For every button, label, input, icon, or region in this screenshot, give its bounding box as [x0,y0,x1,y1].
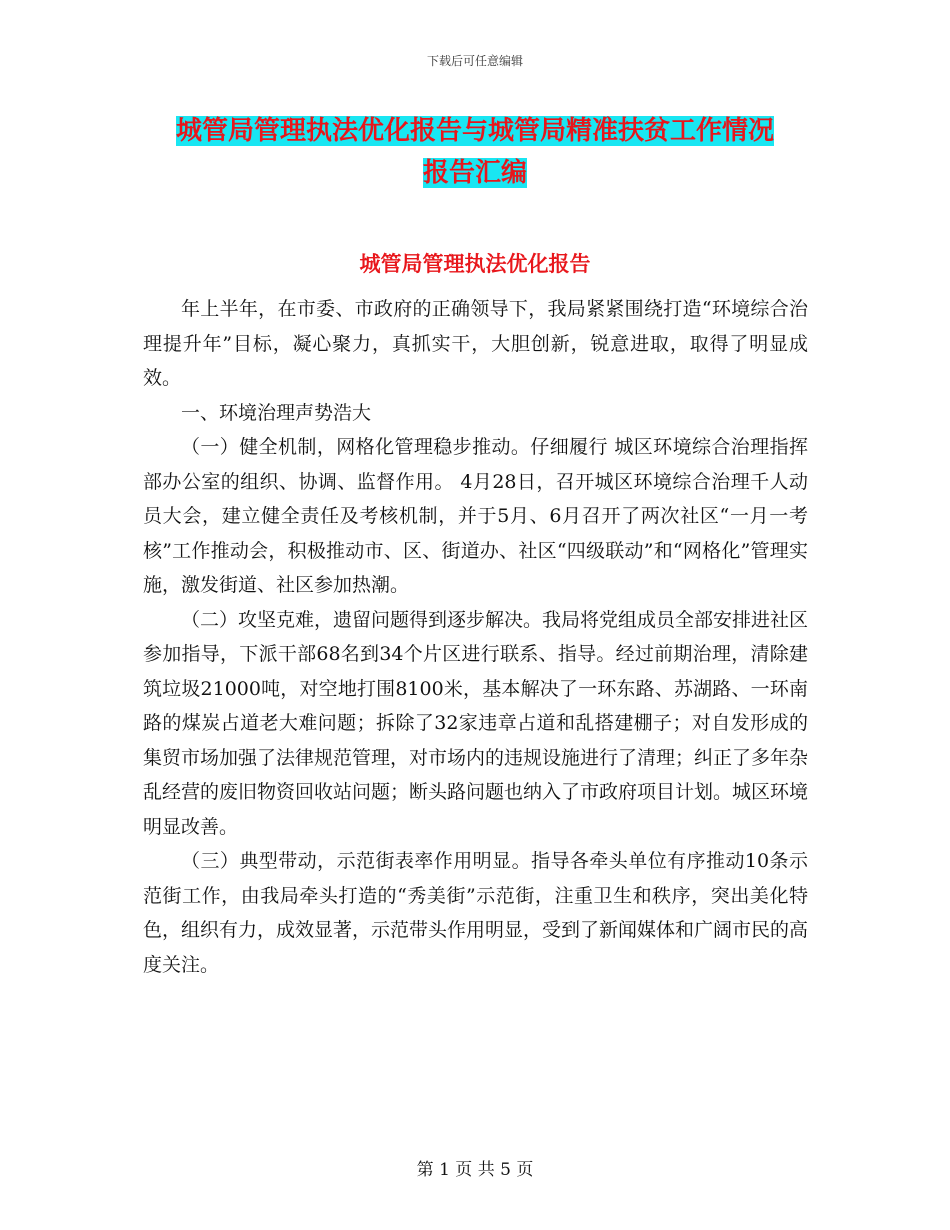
page-header-note: 下载后可任意编辑 [426,54,523,68]
paragraph-mechanism: （一）健全机制，网格化管理稳步推动。仔细履行 城区环境综合治理指挥部办公室的组织、协调、监督作用。 4月28日，召开城区环境综合治理千人动员大会，建立健全责任及考核机制，并于5月、6月召开了两次社区“一月一考核”工作推动会，积极推动市、区、街道办、社区“四级联动”和“网格化”管理实施，激发街道、社区参加热潮。 [143,436,808,596]
document-title-line-2: 报告汇编 [422,158,527,188]
paragraph-intro: 年上半年，在市委、市政府的正确领导下，我局紧紧围绕打造“环境综合治理提升年”目标，凝心聚力，真抓实干，大胆创新，锐意进取，取得了明显成效。 [143,298,808,389]
paragraph-demo-street: （三）典型带动，示范街表率作用明显。指导各牵头单位有序推动10条示范街工作，由我局牵头打造的“秀美街”示范街，注重卫生和秩序，突出美化特色，组织有力，成效显著，示范带头作用明显，受到了新闻媒体和广阔市民的高度关注。 [143,850,809,976]
document-title [140,110,810,194]
document-body [143,292,808,982]
section-title: 城管局管理执法优化报告 [359,252,591,276]
document-title-line-1: 城管局管理执法优化报告与城管局精准扶贫工作情况 [175,116,774,146]
paragraph-legacy-issues: （二）攻坚克难，遗留问题得到逐步解决。我局将党组成员全部安排进社区参加指导，下派干部68名到34个片区进行联系、指导。经过前期治理，清除建筑垃圾21000吨，对空地打围8100米，基本解决了一环东路、苏湖路、一环南路的煤炭占道老大难问题；拆除了32家违章占道和乱搭建棚子；对自发形成的集贸市场加强了法律规范管理，对市场内的违规设施进行了清理；纠正了多年杂乱经营的废旧物资回收站问题；断头路问题也纳入了市政府项目计划。城区环境明显改善。 [143,608,809,838]
heading-environment-governance: 一、环境治理声势浩大 [181,401,372,424]
page-number: 第 1 页 共 5 页 [416,1160,534,1180]
